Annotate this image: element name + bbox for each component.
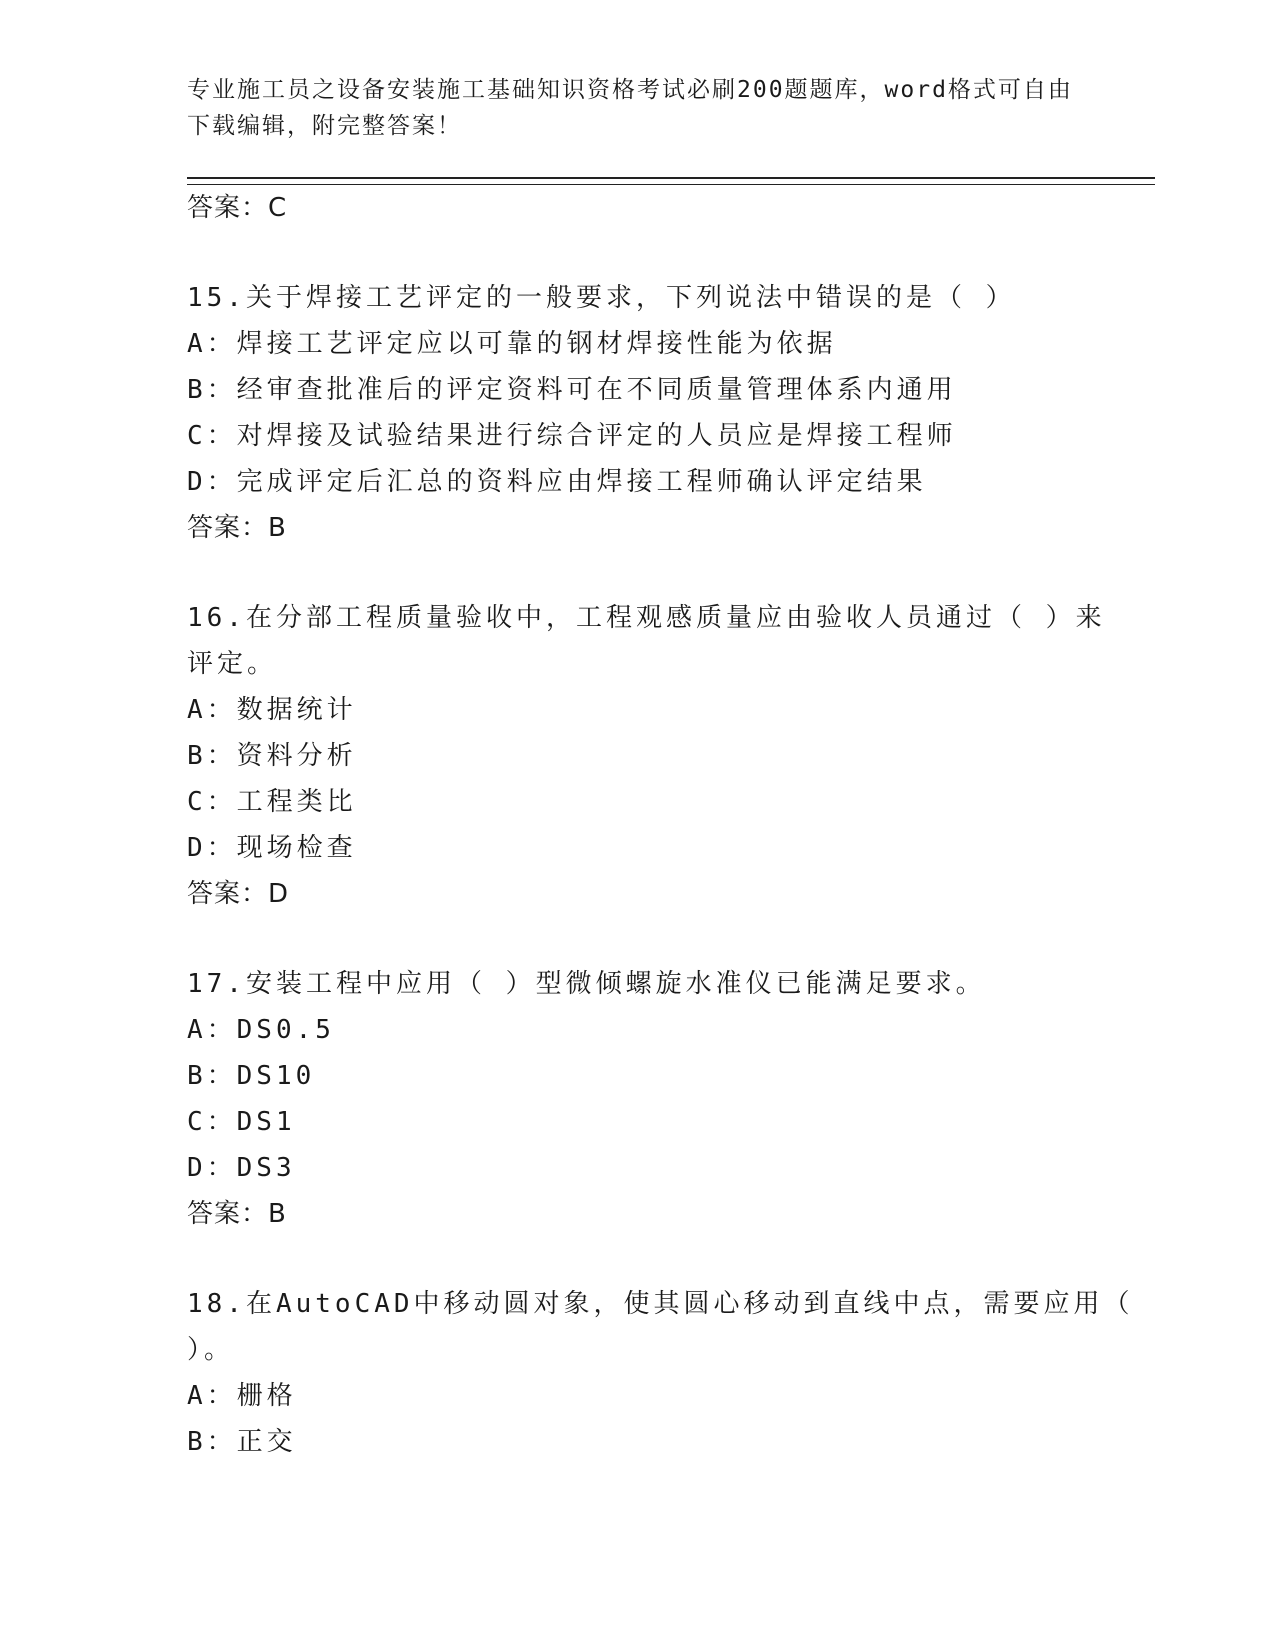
question-stem-continued: ）。 xyxy=(187,1335,235,1365)
question-15 xyxy=(187,275,1087,551)
option-a: A：数据统计 xyxy=(187,695,357,725)
question-stem: 15.关于焊接工艺评定的一般要求，下列说法中错误的是（ ） xyxy=(187,283,1016,313)
option-b: B：正交 xyxy=(187,1427,297,1457)
option-a: A：DS0.5 xyxy=(187,1015,335,1045)
question-17 xyxy=(187,961,1087,1237)
option-c: C：对焊接及试验结果进行综合评定的人员应是焊接工程师 xyxy=(187,421,957,451)
question-18 xyxy=(187,1281,1134,1465)
document-header xyxy=(187,72,1087,144)
header-line-2: 下载编辑，附完整答案！ xyxy=(187,113,462,139)
option-b: B：DS10 xyxy=(187,1061,316,1091)
spacer xyxy=(187,231,1087,275)
header-line-1: 专业施工员之设备安装施工基础知识资格考试必刷200题题库，word格式可自由 xyxy=(187,77,1073,103)
option-d: D：现场检查 xyxy=(187,833,357,863)
spacer xyxy=(187,917,1087,961)
question-16 xyxy=(187,595,1106,917)
answer: 答案：D xyxy=(187,879,290,909)
option-b: B：经审查批准后的评定资料可在不同质量管理体系内通用 xyxy=(187,375,957,405)
question-stem-continued: 评定。 xyxy=(187,649,278,679)
question-stem: 16.在分部工程质量验收中，工程观感质量应由验收人员通过（ ）来 xyxy=(187,603,1106,633)
spacer xyxy=(187,551,1087,595)
option-c: C：工程类比 xyxy=(187,787,357,817)
option-d: D：完成评定后汇总的资料应由焊接工程师确认评定结果 xyxy=(187,467,927,497)
option-a: A：焊接工艺评定应以可靠的钢材焊接性能为依据 xyxy=(187,329,837,359)
answer: 答案：B xyxy=(187,1199,287,1229)
option-d: D：DS3 xyxy=(187,1153,296,1183)
question-stem: 17.安装工程中应用（ ）型微倾螺旋水准仪已能满足要求。 xyxy=(187,969,986,999)
answer: 答案：B xyxy=(187,513,287,543)
question-stem: 18.在AutoCAD中移动圆对象，使其圆心移动到直线中点，需要应用（ xyxy=(187,1289,1134,1319)
previous-answer: 答案：C xyxy=(187,193,288,223)
question-list xyxy=(187,185,1134,1465)
option-a: A：栅格 xyxy=(187,1381,297,1411)
option-c: C：DS1 xyxy=(187,1107,296,1137)
header-divider xyxy=(187,177,1155,185)
spacer xyxy=(187,1237,1087,1281)
option-b: B：资料分析 xyxy=(187,741,357,771)
